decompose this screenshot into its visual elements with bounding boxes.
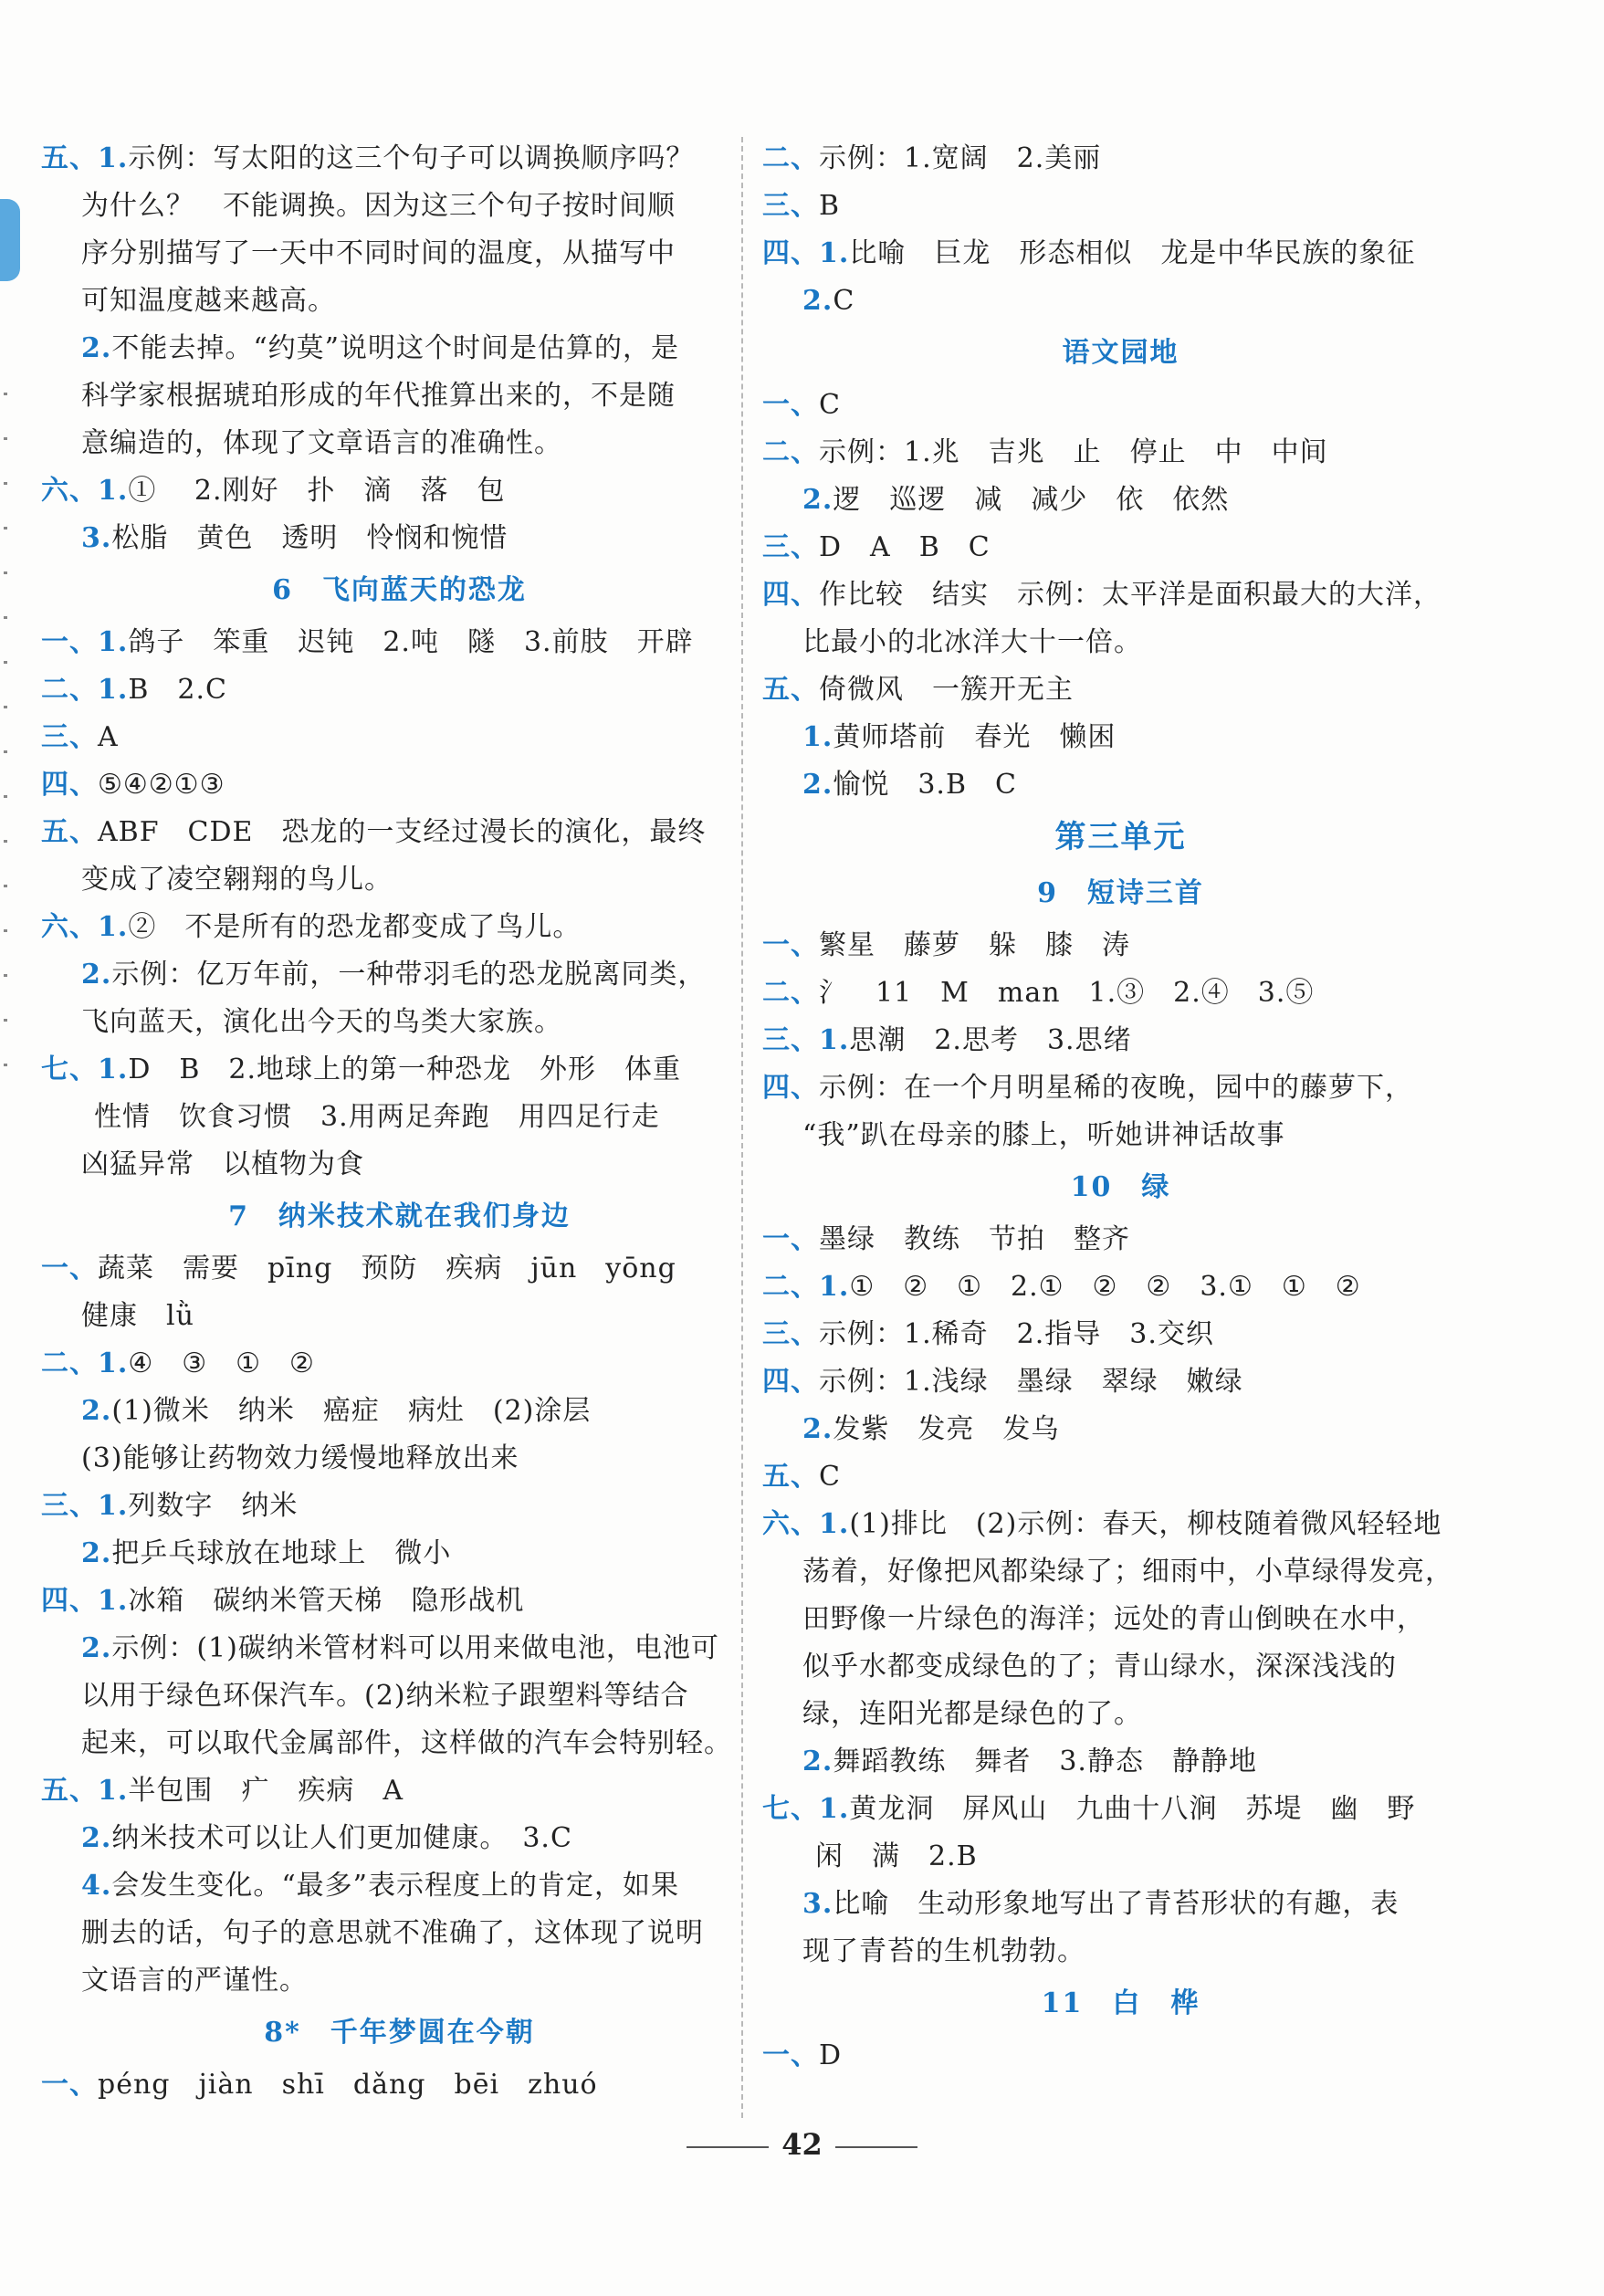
answer-text: 半包围 疒 疾病 A xyxy=(128,1775,404,1807)
question-marker: 四、 xyxy=(41,1585,98,1617)
answer-text: 思潮 2.思考 3.思绪 xyxy=(849,1024,1132,1056)
item-number: 1. xyxy=(98,1585,129,1617)
question-marker: 三、 xyxy=(762,531,819,563)
answer-text: 比最小的北冰洋大十一倍。 xyxy=(802,626,1142,658)
question-marker: 五、 xyxy=(762,1461,819,1493)
answer-line xyxy=(762,1548,1479,1596)
answer-line xyxy=(762,1928,1479,1976)
answer-text: 性情 饮食习惯 3.用两足奔跑 用四足行走 xyxy=(94,1101,660,1133)
question-marker: 一、 xyxy=(41,1253,98,1284)
answer-line xyxy=(762,666,1479,714)
section-heading: 10 绿 xyxy=(1070,1171,1171,1203)
answer-line xyxy=(41,714,758,761)
question-marker: 三、 xyxy=(762,190,819,222)
item-number: 2. xyxy=(802,484,833,516)
answer-text: 示例：1.兆 吉兆 止 停止 中 中间 xyxy=(819,436,1328,468)
answer-text: C xyxy=(819,389,841,421)
answer-line xyxy=(762,1311,1479,1358)
answer-text: A xyxy=(98,721,119,753)
answer-line xyxy=(762,1112,1479,1159)
item-number: 1. xyxy=(98,1490,129,1522)
answer-text: 比喻 生动形象地写出了青苔形状的有趣，表 xyxy=(833,1888,1400,1920)
right-column xyxy=(762,135,1479,2080)
answer-text: 冰箱 碳纳米管天梯 隐形战机 xyxy=(128,1585,525,1617)
item-number: 2. xyxy=(802,769,833,801)
answer-line xyxy=(41,372,758,420)
answer-line xyxy=(41,904,758,951)
answer-text: 序分别描写了一天中不同时间的温度，从描写中 xyxy=(81,237,676,269)
question-marker: 三、 xyxy=(41,721,98,753)
answer-text: péng jiàn shī dǎng bēi zhuó xyxy=(98,2069,598,2101)
answer-text: ⑤④②①③ xyxy=(98,769,225,801)
item-number: 1. xyxy=(819,1024,850,1056)
answer-line xyxy=(41,1957,758,2005)
answer-text: 田野像一片绿色的海洋；远处的青山倒映在水中， xyxy=(802,1603,1425,1635)
answer-line xyxy=(762,1643,1479,1691)
answer-line xyxy=(41,1910,758,1957)
answer-line xyxy=(41,1046,758,1094)
item-number: 2. xyxy=(81,959,112,991)
answer-line xyxy=(41,183,758,230)
answer-line xyxy=(41,278,758,325)
answer-text: 氵 11 M man 1.③ 2.④ 3.⑤ xyxy=(819,977,1315,1009)
item-number: 2. xyxy=(802,285,833,317)
item-number: 1. xyxy=(98,142,129,174)
question-marker: 一、 xyxy=(41,2069,98,2101)
answer-line xyxy=(41,1388,758,1435)
answer-text: ④ ③ ① ② xyxy=(128,1347,315,1379)
answer-text: 闲 满 2.B xyxy=(815,1840,978,1872)
answer-line xyxy=(41,1245,758,1293)
section-heading: 11 白 桦 xyxy=(1041,1987,1200,2019)
item-number: 2. xyxy=(802,1413,833,1445)
question-marker: 四、 xyxy=(762,1072,819,1104)
item-number: 3. xyxy=(802,1888,833,1920)
answer-text: 似乎水都变成绿色的了；青山绿水，深深浅浅的 xyxy=(802,1651,1397,1683)
answer-text: 逻 巡逻 减 减少 依 依然 xyxy=(833,484,1230,516)
answer-text: 飞向蓝天，演化出今天的鸟类大家族。 xyxy=(81,1006,562,1038)
answer-text: 示例：(1)碳纳米管材料可以用来做电池，电池可 xyxy=(111,1632,719,1664)
answer-line xyxy=(41,325,758,372)
answer-text: D B 2.地球上的第一种恐龙 外形 体重 xyxy=(128,1054,682,1085)
answer-text: 发紫 发亮 发乌 xyxy=(833,1413,1060,1445)
answer-line xyxy=(41,1141,758,1189)
question-marker: 四、 xyxy=(762,237,819,269)
answer-text: ① ② ① 2.① ② ② 3.① ① ② xyxy=(849,1271,1361,1303)
answer-line xyxy=(41,1293,758,1340)
question-marker: 一、 xyxy=(41,626,98,658)
answer-text: 舞蹈教练 舞者 3.静态 静静地 xyxy=(833,1746,1257,1777)
item-number: 2. xyxy=(81,1537,112,1569)
answer-line xyxy=(762,2032,1479,2080)
answer-text: 现了青苔的生机勃勃。 xyxy=(802,1935,1085,1967)
answer-line xyxy=(762,1833,1479,1881)
question-marker: 五、 xyxy=(762,674,819,706)
question-marker: 一、 xyxy=(762,389,819,421)
answer-line xyxy=(41,1094,758,1141)
answer-text: 示例：1.宽阔 2.美丽 xyxy=(819,142,1102,174)
answer-text: 松脂 黄色 透明 怜悯和惋惜 xyxy=(111,522,508,554)
answer-line xyxy=(41,1483,758,1530)
answer-line xyxy=(762,970,1479,1017)
answer-text: ① 2.刚好 扑 滴 落 包 xyxy=(128,475,506,507)
question-marker: 二、 xyxy=(762,142,819,174)
answer-line xyxy=(762,1453,1479,1501)
answer-text: ② 不是所有的恐龙都变成了鸟儿。 xyxy=(128,911,582,943)
answer-line xyxy=(41,1862,758,1910)
answer-line xyxy=(762,761,1479,809)
item-number: 1. xyxy=(819,1271,850,1303)
answer-text: 墨绿 教练 节拍 整齐 xyxy=(819,1223,1130,1255)
answer-text: 列数字 纳米 xyxy=(128,1490,299,1522)
answer-text: 不能去掉。“约莫”说明这个时间是估算的，是 xyxy=(111,332,680,364)
answer-line xyxy=(41,809,758,856)
item-number: 2. xyxy=(81,332,112,364)
answer-line xyxy=(41,666,758,714)
item-number: 3. xyxy=(81,522,112,554)
answer-line xyxy=(762,183,1479,230)
answer-text: 蔬菜 需要 pīng 预防 疾病 jūn yōng xyxy=(98,1253,676,1284)
margin-marks xyxy=(0,393,11,1108)
item-number: 4. xyxy=(81,1870,112,1902)
answer-line xyxy=(762,278,1479,325)
answer-text: 文语言的严谨性。 xyxy=(81,1965,308,1997)
answer-line xyxy=(762,1596,1479,1643)
answer-text: 把乒乓球放在地球上 微小 xyxy=(111,1537,452,1569)
answer-line xyxy=(762,1216,1479,1263)
answer-line xyxy=(41,761,758,809)
answer-text: (1)排比 (2)示例：春天，柳枝随着微风轻轻地 xyxy=(849,1508,1442,1540)
question-marker: 三、 xyxy=(41,1490,98,1522)
answer-line xyxy=(41,856,758,904)
answer-line xyxy=(762,477,1479,524)
item-number: 1. xyxy=(98,626,129,658)
answer-line xyxy=(762,922,1479,970)
page-number: 42 xyxy=(781,2127,823,2162)
answer-text: (3)能够让药物效力缓慢地释放出来 xyxy=(81,1442,519,1474)
answer-text: 示例：写太阳的这三个句子可以调换顺序吗？ xyxy=(128,142,695,174)
question-marker: 六、 xyxy=(41,475,98,507)
section-heading: 第三单元 xyxy=(1054,819,1187,855)
answer-text: 黄龙洞 屏风山 九曲十八涧 苏堤 幽 野 xyxy=(849,1793,1416,1825)
answer-line xyxy=(762,1738,1479,1786)
question-marker: 五、 xyxy=(41,1775,98,1807)
answer-text: 纳米技术可以让人们更加健康。 3.C xyxy=(111,1822,572,1854)
answer-line xyxy=(41,1720,758,1767)
answer-text: 删去的话，句子的意思就不准确了，这体现了说明 xyxy=(81,1917,704,1949)
item-number: 2. xyxy=(81,1395,112,1427)
answer-text: 可知温度越来越高。 xyxy=(81,285,336,317)
answer-text: 愉悦 3.B C xyxy=(833,769,1017,801)
question-marker: 四、 xyxy=(762,1366,819,1398)
question-marker: 二、 xyxy=(762,977,819,1009)
item-number: 1. xyxy=(98,1347,129,1379)
question-marker: 七、 xyxy=(41,1054,98,1085)
answer-text: 倚微风 一簇开无主 xyxy=(819,674,1074,706)
question-marker: 三、 xyxy=(762,1024,819,1056)
question-marker: 二、 xyxy=(762,1271,819,1303)
answer-line xyxy=(762,571,1479,619)
item-number: 2. xyxy=(81,1822,112,1854)
question-marker: 四、 xyxy=(762,579,819,611)
answer-line xyxy=(41,1435,758,1483)
answer-line xyxy=(41,999,758,1046)
answer-line xyxy=(41,1530,758,1578)
answer-line xyxy=(762,619,1479,666)
answer-line xyxy=(762,1017,1479,1064)
answer-line xyxy=(762,1358,1479,1406)
answer-text: D A B C xyxy=(819,531,991,563)
left-column xyxy=(41,135,758,2109)
answer-text: 变成了凌空翱翔的鸟儿。 xyxy=(81,864,393,896)
answer-text: C xyxy=(833,285,855,317)
answer-line xyxy=(41,2061,758,2109)
answer-line xyxy=(41,420,758,467)
question-marker: 七、 xyxy=(762,1793,819,1825)
section-heading: 6 飞向蓝天的恐龙 xyxy=(272,574,527,606)
item-number: 1. xyxy=(98,1054,129,1085)
answer-line xyxy=(762,1786,1479,1833)
answer-text: 绿，连阳光都是绿色的了。 xyxy=(802,1698,1142,1730)
page-footer xyxy=(0,2127,1604,2162)
answer-text: 比喻 巨龙 形态相似 龙是中华民族的象征 xyxy=(849,237,1416,269)
answer-line xyxy=(762,1881,1479,1928)
item-number: 1. xyxy=(98,911,129,943)
answer-line xyxy=(762,524,1479,571)
question-marker: 六、 xyxy=(762,1508,819,1540)
answer-text: 凶猛异常 以植物为食 xyxy=(81,1148,364,1180)
item-number: 1. xyxy=(98,1775,129,1807)
item-number: 1. xyxy=(98,674,129,706)
answer-text: D xyxy=(819,2039,843,2071)
answer-line xyxy=(762,429,1479,477)
answer-line xyxy=(41,1767,758,1815)
answer-text: B 2.C xyxy=(128,674,227,706)
answer-line xyxy=(762,230,1479,278)
item-number: 2. xyxy=(81,1632,112,1664)
item-number: 1. xyxy=(98,475,129,507)
answer-text: 会发生变化。“最多”表示程度上的肯定，如果 xyxy=(111,1870,680,1902)
item-number: 2. xyxy=(802,1746,833,1777)
answer-line xyxy=(762,714,1479,761)
answer-text: 繁星 藤萝 躲 膝 涛 xyxy=(819,929,1130,961)
question-marker: 五、 xyxy=(41,816,98,848)
question-marker: 五、 xyxy=(41,142,98,174)
section-heading: 语文园地 xyxy=(1062,337,1179,369)
answer-text: 示例：1.稀奇 2.指导 3.交织 xyxy=(819,1318,1214,1350)
answer-text: 示例：1.浅绿 墨绿 翠绿 嫩绿 xyxy=(819,1366,1243,1398)
answer-text: 荡着，好像把风都染绿了；细雨中，小草绿得发亮， xyxy=(802,1556,1453,1588)
item-number: 1. xyxy=(819,237,850,269)
question-marker: 一、 xyxy=(762,2039,819,2071)
question-marker: 四、 xyxy=(41,769,98,801)
answer-text: 科学家根据琥珀形成的年代推算出来的，不是随 xyxy=(81,380,676,412)
answer-text: B xyxy=(819,190,841,222)
question-marker: 六、 xyxy=(41,911,98,943)
answer-text: 示例：亿万年前，一种带羽毛的恐龙脱离同类， xyxy=(111,959,707,991)
answer-text: 鸽子 笨重 迟钝 2.吨 隧 3.前肢 开辟 xyxy=(128,626,694,658)
answer-text: “我”趴在母亲的膝上，听她讲神话故事 xyxy=(802,1119,1285,1151)
item-number: 1. xyxy=(819,1508,850,1540)
answer-text: 健康 lǜ xyxy=(81,1300,194,1332)
answer-line xyxy=(41,1578,758,1625)
answer-line xyxy=(41,230,758,278)
answer-line xyxy=(41,1815,758,1862)
answer-line xyxy=(762,382,1479,429)
answer-line xyxy=(762,1263,1479,1311)
answer-text: 起来，可以取代金属部件，这样做的汽车会特别轻。 xyxy=(81,1727,732,1759)
answer-line xyxy=(41,135,758,183)
answer-line xyxy=(762,1406,1479,1453)
answer-line xyxy=(41,1625,758,1672)
question-marker: 二、 xyxy=(41,1347,98,1379)
answer-line xyxy=(762,1691,1479,1738)
answer-text: ABF CDE 恐龙的一支经过漫长的演化，最终 xyxy=(98,816,707,848)
answer-text: 以用于绿色环保汽车。(2)纳米粒子跟塑料等结合 xyxy=(81,1680,689,1712)
question-marker: 一、 xyxy=(762,1223,819,1255)
answer-line xyxy=(41,467,758,515)
answer-line xyxy=(41,619,758,666)
answer-text: 黄师塔前 春光 懒困 xyxy=(833,721,1117,753)
answer-text: 为什么？ 不能调换。因为这三个句子按时间顺 xyxy=(81,190,676,222)
answer-line xyxy=(41,951,758,999)
chapter-tab xyxy=(0,199,20,281)
answer-line xyxy=(762,1501,1479,1548)
item-number: 1. xyxy=(819,1793,850,1825)
answer-line xyxy=(41,1672,758,1720)
section-heading: 8* 千年梦圆在今朝 xyxy=(264,2017,535,2049)
section-heading: 9 短诗三首 xyxy=(1037,877,1204,909)
item-number: 1. xyxy=(802,721,833,753)
answer-text: (1)微米 纳米 癌症 病灶 (2)涂层 xyxy=(111,1395,592,1427)
question-marker: 三、 xyxy=(762,1318,819,1350)
answer-line xyxy=(762,135,1479,183)
question-marker: 二、 xyxy=(41,674,98,706)
question-marker: 二、 xyxy=(762,436,819,468)
column-divider xyxy=(741,137,743,2118)
answer-text: 意编造的，体现了文章语言的准确性。 xyxy=(81,427,562,459)
answer-text: 示例：在一个月明星稀的夜晚，园中的藤萝下， xyxy=(819,1072,1413,1104)
question-marker: 一、 xyxy=(762,929,819,961)
answer-line xyxy=(762,1064,1479,1112)
answer-line xyxy=(41,1340,758,1388)
section-heading: 7 纳米技术就在我们身边 xyxy=(228,1200,571,1232)
answer-line xyxy=(41,515,758,562)
answer-text: C xyxy=(819,1461,841,1493)
answer-text: 作比较 结实 示例：太平洋是面积最大的大洋， xyxy=(819,579,1442,611)
